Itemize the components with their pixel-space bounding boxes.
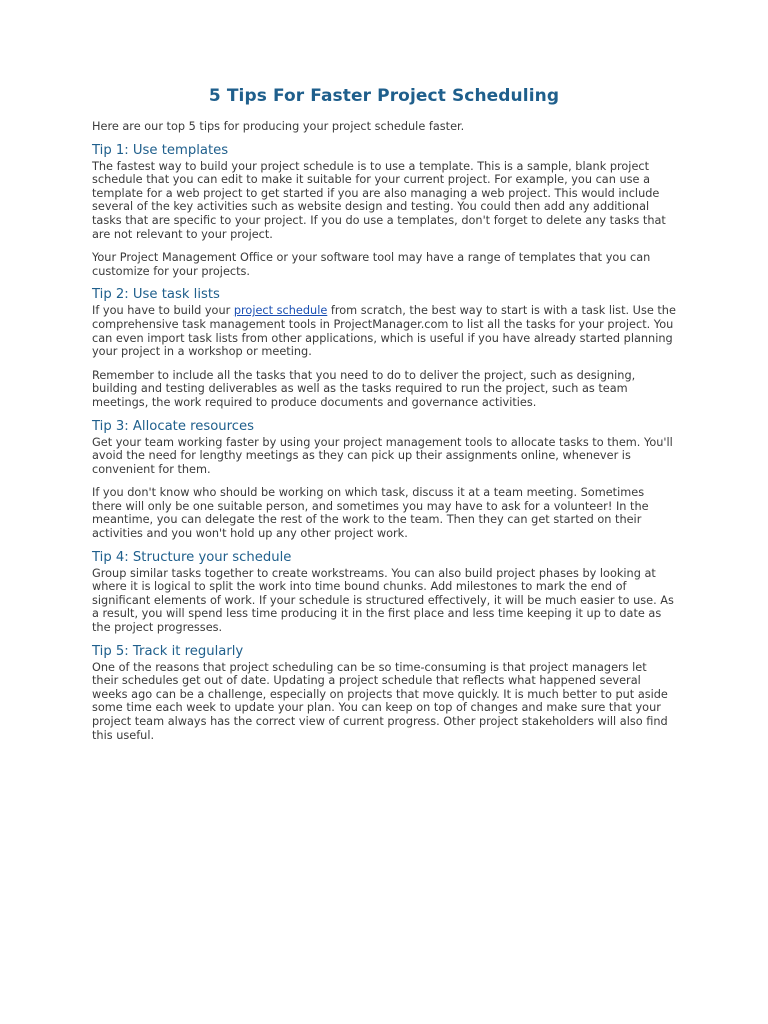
tip-2-paragraph-2: Remember to include all the tasks that you need to do to deliver the project, such as designing, building and testing deliverables as well as the tasks required to run the project, such as team meetings, the work required to produce documents and governance activities. <box>92 368 636 409</box>
document-page <box>92 86 676 751</box>
tip-5-section <box>92 644 676 743</box>
tip-2-paragraph-1 <box>92 304 676 358</box>
tip-4-heading: Tip 4: Structure your schedule <box>92 549 292 565</box>
tip-5-heading: Tip 5: Track it regularly <box>92 643 244 659</box>
tip-2-text-before-link: If you have to build your <box>92 304 234 318</box>
tip-3-heading: Tip 3: Allocate resources <box>92 418 255 434</box>
tip-2-heading: Tip 2: Use task lists <box>92 287 220 303</box>
tip-4-section <box>92 550 676 635</box>
project-schedule-link[interactable]: project schedule <box>233 304 328 318</box>
page-title: 5 Tips For Faster Project Scheduling <box>208 86 560 106</box>
tip-3-paragraph-2: If you don't know who should be working on which task, discuss it at a team meeting. Sometimes there will only be one suitable person, and sometimes you may have to ask for a volunteer! In the meantime, you can delegate the rest of the work to the team. Then they can get started on their activities and you won't hold up any other project work. <box>92 486 649 541</box>
tip-1-paragraph-1: The fastest way to build your project schedule is to use a template. This is a sample, blank project schedule that you can edit to make it suitable for your current project. For example, you can use a template for a web project to get started if you are also managing a web project. This would include several of the key activities such as website design and testing. You could then add any additional tasks that are specific to your project. If you do use a templates, don't forget to delete any tasks that are not relevant to your project. <box>92 159 666 241</box>
tip-1-paragraph-2: Your Project Management Office or your software tool may have a range of templates that you can customize for your projects. <box>92 251 651 278</box>
tip-1-heading: Tip 1: Use templates <box>92 142 229 158</box>
tip-3-paragraph-1: Get your team working faster by using your project management tools to allocate tasks to them. You'll avoid the need for lengthy meetings as they can pick up their assignments online, whenever is convenient for them. <box>92 435 673 476</box>
tip-3-section <box>92 419 676 541</box>
tip-2-section <box>92 287 676 409</box>
intro-paragraph: Here are our top 5 tips for producing your project schedule faster. <box>92 120 465 133</box>
tip-4-paragraph-1: Group similar tasks together to create workstreams. You can also build project phases by looking at where it is logical to split the work into time bound chunks. Add milestones to mark the end of significant elements of work. If your schedule is structured effectively, it will be much easier to use. As a result, you will spend less time producing it in the first place and less time keeping it up to date as the project progresses. <box>92 566 674 635</box>
tip-2-text-after-link: from scratch, the best way to start is with a task list. Use the comprehensive task management tools in ProjectManager.com to list all the tasks for your project. You can even import task lists from other applications, which is useful if you have already started planning your project in a workshop or meeting. <box>92 304 676 359</box>
tip-5-paragraph-1: One of the reasons that project scheduling can be so time-consuming is that project managers let their schedules get out of date. Updating a project schedule that reflects what happened several weeks ago can be a challenge, especially on projects that move quickly. It is much better to put aside some time each week to update your plan. You can keep on top of changes and make sure that your project team always has the correct view of current progress. Other project stakeholders will also find this useful. <box>92 660 668 742</box>
tip-1-section <box>92 143 676 279</box>
